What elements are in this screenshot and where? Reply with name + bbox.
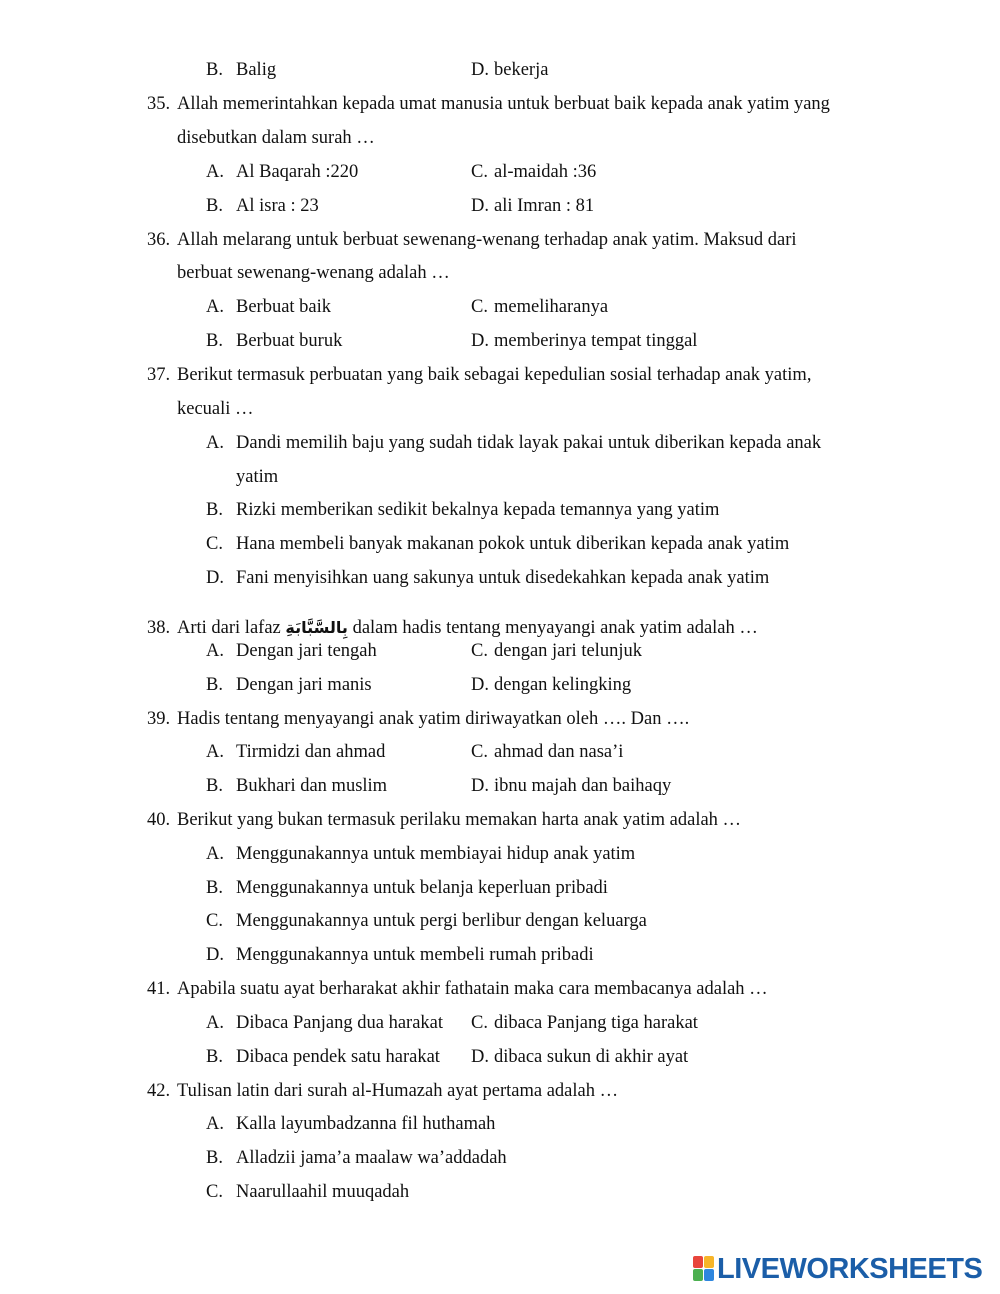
option-text: ibnu majah dan baihaqy bbox=[494, 776, 672, 796]
option-text: al-maidah :36 bbox=[494, 162, 597, 182]
option-text: Menggunakannya untuk pergi berlibur dengan keluarga bbox=[236, 911, 647, 931]
option-label: D. bbox=[471, 196, 489, 216]
option-text: Dibaca Panjang dua harakat bbox=[236, 1013, 444, 1033]
liveworksheets-logo-icon bbox=[693, 1256, 715, 1282]
option-text: Menggunakannya untuk membeli rumah pribadi bbox=[236, 945, 594, 965]
option-label: C. bbox=[206, 1182, 223, 1202]
option-label: A. bbox=[206, 433, 224, 453]
option-label: B. bbox=[206, 196, 223, 216]
question-number: 40. bbox=[147, 810, 171, 830]
question-number: 35. bbox=[147, 94, 171, 114]
question-number: 41. bbox=[147, 979, 171, 999]
question-text bbox=[177, 616, 758, 640]
question-text-after: dalam hadis tentang menyayangi anak yatim adalah … bbox=[352, 618, 758, 638]
option-label: C. bbox=[471, 162, 488, 182]
option-text: Berbuat buruk bbox=[236, 331, 343, 351]
question-text: Hadis tentang menyayangi anak yatim diriwayatkan oleh …. Dan …. bbox=[177, 709, 690, 729]
option-text: Menggunakannya untuk belanja keperluan pribadi bbox=[236, 878, 608, 898]
question-number: 36. bbox=[147, 230, 171, 250]
option-text: Dibaca pendek satu harakat bbox=[236, 1047, 440, 1067]
logo-square-1 bbox=[693, 1256, 703, 1268]
option-text: Fani menyisihkan uang sakunya untuk disedekahkan kepada anak yatim bbox=[236, 568, 770, 588]
option-text: Dengan jari manis bbox=[236, 675, 372, 695]
option-label: C. bbox=[471, 1013, 488, 1033]
option-text: dibaca Panjang tiga harakat bbox=[494, 1013, 698, 1033]
question-number: 42. bbox=[147, 1081, 171, 1101]
option-label: D. bbox=[206, 945, 224, 965]
liveworksheets-logo[interactable] bbox=[693, 1254, 982, 1284]
question-number: 38. bbox=[147, 618, 171, 638]
option-label: B. bbox=[206, 1047, 223, 1067]
option-text: Hana membeli banyak makanan pokok untuk diberikan kepada anak yatim bbox=[236, 534, 790, 554]
option-text: Naarullaahil muuqadah bbox=[236, 1182, 410, 1202]
option-text: Tirmidzi dan ahmad bbox=[236, 742, 386, 762]
option-label: B. bbox=[206, 776, 223, 796]
option-text: Dandi memilih baju yang sudah tidak layak pakai untuk diberikan kepada anak bbox=[236, 433, 822, 453]
option-label: B. bbox=[206, 675, 223, 695]
logo-square-2 bbox=[704, 1256, 714, 1268]
question-text: Allah memerintahkan kepada umat manusia untuk berbuat baik kepada anak yatim yang bbox=[177, 94, 830, 114]
option-text: memberinya tempat tinggal bbox=[494, 331, 698, 351]
question-text: Apabila suatu ayat berharakat akhir fathatain maka cara membacanya adalah … bbox=[177, 979, 768, 999]
option-label: A. bbox=[206, 844, 224, 864]
option-text: dibaca sukun di akhir ayat bbox=[494, 1047, 689, 1067]
option-label: B. bbox=[206, 331, 223, 351]
logo-square-4 bbox=[704, 1269, 714, 1281]
option-label: A. bbox=[206, 297, 224, 317]
option-label: D. bbox=[471, 60, 489, 80]
liveworksheets-logo-text: LIVEWORKSHEETS bbox=[717, 1252, 983, 1285]
option-label: A. bbox=[206, 742, 224, 762]
option-label: B. bbox=[206, 500, 223, 520]
question-text-before: Arti dari lafaz bbox=[177, 618, 281, 638]
option-text: memeliharanya bbox=[494, 297, 609, 317]
question-text: disebutkan dalam surah … bbox=[177, 128, 375, 148]
option-label: B. bbox=[206, 878, 223, 898]
option-text: Alladzii jama’a maalaw wa’addadah bbox=[236, 1148, 507, 1168]
option-label: C. bbox=[471, 297, 488, 317]
option-text: Al isra : 23 bbox=[236, 196, 319, 216]
option-label: D. bbox=[471, 675, 489, 695]
option-text: Bukhari dan muslim bbox=[236, 776, 388, 796]
question-text: kecuali … bbox=[177, 399, 254, 419]
option-text: bekerja bbox=[494, 60, 549, 80]
option-label: A. bbox=[206, 1114, 224, 1134]
option-text: Menggunakannya untuk membiayai hidup anak yatim bbox=[236, 844, 636, 864]
option-label: C. bbox=[471, 641, 488, 661]
option-label: A. bbox=[206, 641, 224, 661]
option-text: Rizki memberikan sedikit bekalnya kepada temannya yang yatim bbox=[236, 500, 720, 520]
option-text: ahmad dan nasa’i bbox=[494, 742, 624, 762]
option-text: Kalla layumbadzanna fil huthamah bbox=[236, 1114, 496, 1134]
question-text: Tulisan latin dari surah al-Humazah ayat pertama adalah … bbox=[177, 1081, 619, 1101]
question-text: Allah melarang untuk berbuat sewenang-wenang terhadap anak yatim. Maksud dari bbox=[177, 230, 797, 250]
option-text: Berbuat baik bbox=[236, 297, 332, 317]
option-text: dengan kelingking bbox=[494, 675, 632, 695]
option-label: C. bbox=[206, 911, 223, 931]
option-label: D. bbox=[471, 776, 489, 796]
option-text: yatim bbox=[236, 467, 279, 487]
option-label: C. bbox=[206, 534, 223, 554]
option-text: Balig bbox=[236, 60, 277, 80]
option-label: A. bbox=[206, 162, 224, 182]
option-label: A. bbox=[206, 1013, 224, 1033]
option-label: D. bbox=[471, 331, 489, 351]
option-text: dengan jari telunjuk bbox=[494, 641, 642, 661]
question-number: 37. bbox=[147, 365, 171, 385]
logo-square-3 bbox=[693, 1269, 703, 1281]
question-text: Berikut termasuk perbuatan yang baik sebagai kepedulian sosial terhadap anak yatim, bbox=[177, 365, 812, 385]
question-number: 39. bbox=[147, 709, 171, 729]
option-label: D. bbox=[471, 1047, 489, 1067]
question-text: Berikut yang bukan termasuk perilaku memakan harta anak yatim adalah … bbox=[177, 810, 742, 830]
arabic-word: بِالسَّبَّابَةِ bbox=[285, 618, 348, 637]
option-text: Al Baqarah :220 bbox=[236, 162, 359, 182]
option-label: B. bbox=[206, 1148, 223, 1168]
question-text: berbuat sewenang-wenang adalah … bbox=[177, 263, 450, 283]
option-label: C. bbox=[471, 742, 488, 762]
option-text: Dengan jari tengah bbox=[236, 641, 377, 661]
option-label: D. bbox=[206, 568, 224, 588]
option-label: B. bbox=[206, 60, 223, 80]
option-text: ali Imran : 81 bbox=[494, 196, 595, 216]
